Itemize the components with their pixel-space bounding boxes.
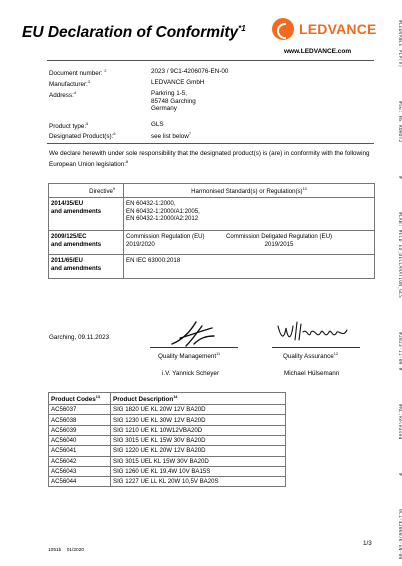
table-row [49, 425, 286, 435]
product-code: AC56039 [49, 425, 111, 435]
website: www.LEDVANCE.com [284, 48, 352, 55]
table-row [49, 456, 286, 466]
qa-caption [283, 352, 338, 360]
product-code: AC56042 [49, 456, 111, 466]
footnote: 12 [333, 352, 338, 356]
table-header-row [49, 184, 375, 198]
product-code: AC56041 [49, 446, 111, 456]
product-description: SIG 3015 UE KL 15W 30V BA20D [111, 435, 286, 445]
footnote: 11 [216, 352, 221, 356]
qm-signature [168, 318, 218, 350]
standard: EN IEC 63000:2018 [126, 257, 181, 265]
qm-caption [158, 352, 220, 360]
doc-number-label [49, 68, 106, 78]
footnote: 5 [86, 122, 89, 126]
product-description: SIG 1210 UE KL 10W12VBA20D [111, 425, 286, 435]
directive-cell [49, 198, 124, 231]
side-item: # [397, 175, 402, 179]
declaration-statement [49, 150, 379, 169]
standard: EN 60432-1:2000/A1:2005, [126, 207, 200, 215]
table-row [49, 477, 286, 487]
standard: EN 60432-1:2000, [126, 200, 176, 208]
directive-amend: and amendments [51, 207, 102, 215]
product-description: SIG 1820 UE KL 20W 12V BA20D [111, 405, 286, 415]
address-value [151, 90, 196, 113]
product-code: AC56040 [49, 435, 111, 445]
standards-header [124, 184, 375, 198]
directive-cell [49, 231, 124, 255]
side-item: # [397, 473, 402, 476]
table-row [49, 255, 375, 279]
header-text: Directive [89, 188, 113, 196]
product-type-label [49, 121, 88, 131]
qa-name: Michael Hülsemann [284, 370, 340, 377]
value-text: see list below [151, 133, 189, 141]
title-footnote: *1 [238, 24, 246, 33]
regulations [126, 233, 372, 248]
directives-table [48, 183, 375, 279]
title-text: EU Declaration of Conformity [22, 24, 239, 42]
regulation-line: 2019/2015 [264, 240, 294, 248]
place-date: Garching, 09.11.2023 [49, 334, 110, 341]
product-code: AC56043 [49, 466, 111, 476]
table-row [49, 198, 375, 231]
directive-header [49, 184, 124, 198]
product-code: AC56044 [49, 477, 111, 487]
footnote: 6 [113, 132, 116, 136]
table-row [49, 466, 286, 476]
address-line: 85748 Garching [151, 97, 196, 105]
label-text: Designated Product(s): [49, 133, 114, 141]
table-header-row [49, 393, 286, 405]
side-item: #LAB: #ECD EU_DECLARATION_GLS [397, 212, 402, 299]
details-divider [47, 143, 374, 144]
product-description: SIG 1220 UE KL 20W 12V BA20D [111, 446, 286, 456]
product-description: SIG 3015 UEL KL 15W 30V BA20D [111, 456, 286, 466]
side-item: #LEDVANCE PLP(V) [397, 20, 402, 68]
address-line: Parkring 1-5, [151, 90, 188, 97]
caption-text: Quality Assurance [283, 353, 334, 361]
product-description-header [111, 393, 286, 405]
product-description: SIG 1260 UE KL 19,4W 10V BA15S [111, 466, 286, 476]
form-date: 01/2020 [66, 548, 85, 553]
footnote: 10 [302, 187, 307, 191]
doc-number-value: 2023 / 9C1-4206076-EN-00 [151, 68, 229, 75]
label-text: Product type: [49, 123, 87, 131]
document-title [22, 24, 246, 42]
manufacturer-value: LEDVANCE GmbH [151, 79, 205, 86]
manufacturer-label [49, 79, 90, 89]
standards-cell [124, 255, 375, 279]
qa-signature [275, 318, 351, 344]
product-type-value: GLS [151, 121, 164, 128]
directive-cell [49, 255, 124, 279]
label-text: Manufacturer: [49, 81, 88, 89]
address-label [49, 90, 76, 100]
designated-products-label [49, 131, 116, 141]
regulation-line: Commission Deligated Regulation (EU) [226, 233, 333, 241]
qm-signature-line [150, 347, 238, 348]
products-table [48, 392, 286, 487]
table-row [49, 415, 286, 425]
label-text: Address: [49, 92, 74, 100]
address-line: Germany [151, 105, 177, 113]
header-text: Harmonised Standard(s) or Regulation(s) [191, 188, 303, 196]
side-metadata [393, 20, 402, 560]
footnote: 7 [188, 132, 191, 136]
caption-text: Quality Management [158, 353, 217, 361]
footnote: 8 [126, 160, 129, 164]
directive-code: 2009/125/EC [51, 233, 87, 241]
form-code: 1051b [48, 548, 62, 553]
directive-code: 2014/35/EU [51, 200, 84, 208]
footnote: 4 [73, 91, 76, 95]
product-code: AC56038 [49, 415, 111, 425]
form-reference [48, 548, 84, 553]
product-code: AC56037 [49, 405, 111, 415]
product-code-header [49, 393, 111, 405]
footnote: 2 [104, 69, 107, 73]
label-text: Document number: [49, 70, 103, 78]
qm-name: i.V. Yannick Scheyer [162, 370, 219, 377]
footnote: 9 [112, 187, 115, 191]
footnote: 13 [95, 395, 101, 399]
declaration-text: We declare herewith under sole responsibility that the designated product(s) is (are) in conformity with the following European Union legislation: [49, 150, 370, 169]
product-description: SIG 1227 UE LL KL 20W 10,5V BA20S [111, 477, 286, 487]
directive-code: 2011/65/EU [51, 257, 83, 265]
designated-products-value [151, 131, 191, 141]
side-item: #2023-11-09 # [397, 331, 402, 371]
qa-signature-line [272, 347, 360, 348]
product-description: SIG 1230 UE KL 30W 12V BA20D [111, 415, 286, 425]
side-item: 9C1-4206076-EN-00 [397, 509, 402, 560]
footnote: 14 [173, 395, 178, 399]
page-number: 1/3 [363, 540, 372, 547]
header-text: Product Codes [51, 396, 96, 404]
standards-cell [124, 231, 375, 255]
directive-amend: and amendments [51, 240, 102, 248]
table-row [49, 446, 286, 456]
table-row [49, 231, 375, 255]
regulation: Commission Regulation (EU) 2019/2020 [126, 233, 205, 248]
brand-name: LEDVANCE [299, 21, 377, 37]
side-item: #RL:Released [397, 403, 402, 440]
regulation [226, 233, 332, 248]
standard: EN 60432-1:2000/A2:2012 [126, 214, 199, 222]
ledvance-logo-icon [272, 18, 294, 40]
directive-amend: and amendments [51, 264, 102, 272]
header-text: Product Description [113, 396, 174, 404]
footnote: 3 [87, 80, 90, 84]
header-divider [47, 60, 374, 61]
table-row [49, 435, 286, 445]
side-item: #SG: HS ROHOT2 [397, 100, 402, 143]
table-row [49, 405, 286, 415]
ledvance-logo [272, 16, 384, 42]
standards-cell [124, 198, 375, 231]
